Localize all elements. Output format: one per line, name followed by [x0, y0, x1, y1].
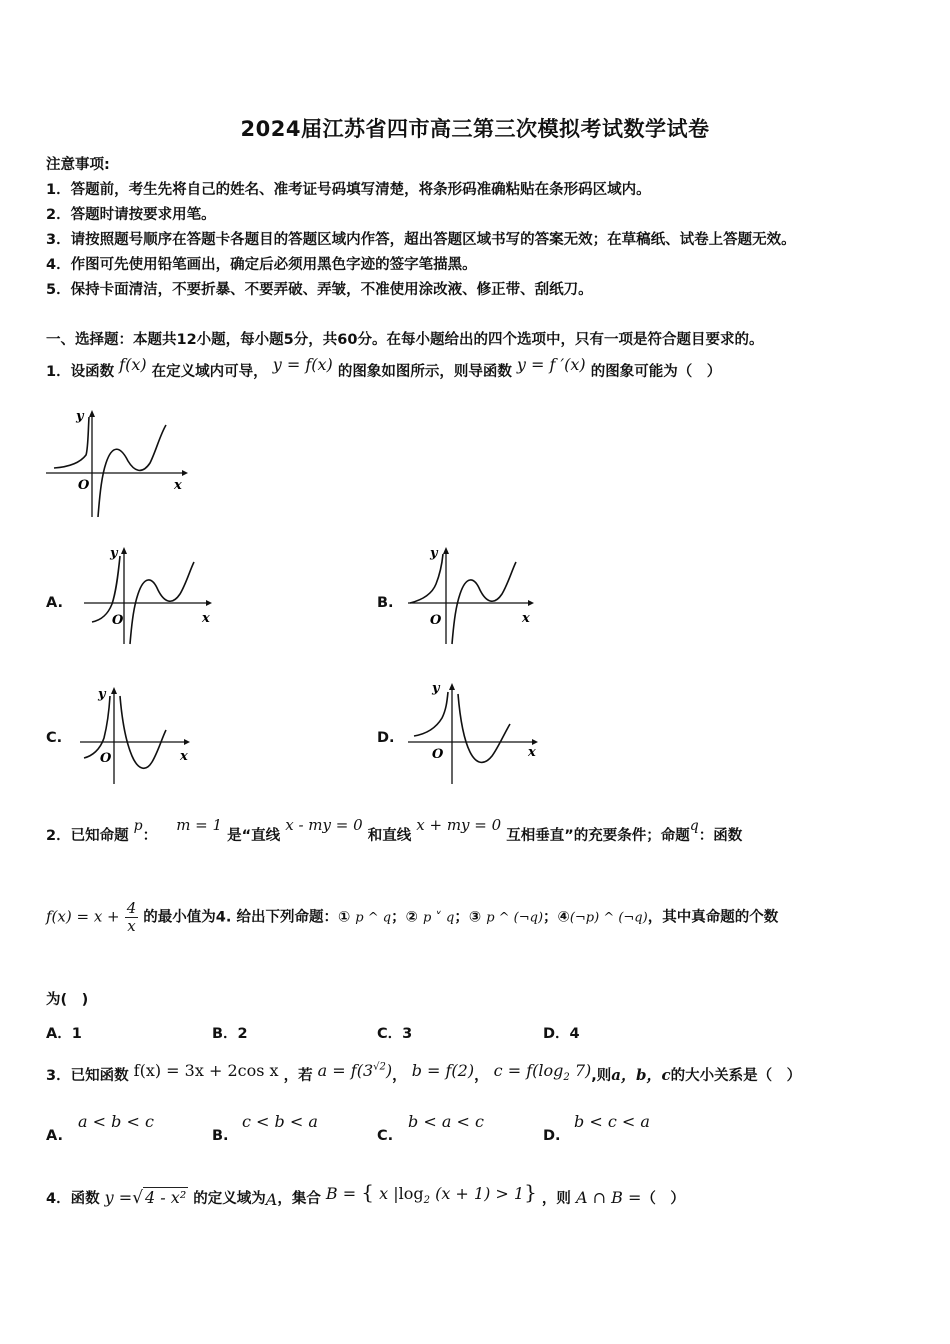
q1-option-a-label[interactable]: A. — [46, 595, 63, 611]
q3-c-expr — [493, 1061, 592, 1084]
y-label: y — [430, 546, 438, 561]
q4-set-var: x — [379, 1184, 389, 1203]
note-item: 2．答题时请按要求用笔。 — [46, 207, 216, 223]
q2-colon: ： — [142, 828, 158, 844]
fraction-denominator: x — [127, 917, 136, 935]
q2-text: 是“直线 — [227, 828, 281, 844]
q2-p: p — [133, 818, 143, 834]
q4-text: （ ） — [641, 1191, 685, 1207]
divider-bar-icon: | — [393, 1184, 399, 1203]
q3-c-rhs: 7) — [569, 1061, 592, 1080]
q2-line-2: x + my = 0 — [416, 816, 502, 834]
question-4-stem — [46, 1180, 685, 1210]
y-label: y — [98, 687, 106, 702]
q2-text: 互相垂直”的充要条件；命题 — [506, 828, 690, 844]
y-label: y — [76, 409, 84, 424]
q3-a-lhs: a = f(3 — [317, 1061, 374, 1080]
q3-c-lhs: c = f(log — [493, 1061, 564, 1080]
q3-a-expr — [318, 1061, 392, 1080]
q2-sep: ；④ — [543, 909, 570, 926]
q2-number: 2．已知命题 — [46, 828, 129, 844]
q3-option-a-expr[interactable]: a < b < c — [78, 1112, 154, 1131]
q2-sep: ；③ — [454, 909, 482, 926]
q2-sep: ；② — [391, 909, 418, 926]
curve-left-branch — [414, 692, 448, 736]
q3-a-exponent: √2 — [373, 1061, 386, 1073]
q2-choice-4: (¬p) ^ (¬q) — [569, 910, 648, 926]
q4-intersection: A ∩ B = — [575, 1188, 642, 1207]
q2-condition: m = 1 — [176, 816, 223, 834]
note-item: 3．请按照题号顺序在答题卡各题目的答题区域内作答，超出答题区域书写的答案无效；在草稿纸、试卷上答题无效。 — [46, 232, 796, 248]
q1-fx: f(x) — [119, 355, 147, 374]
q2-text: 的最小值为4. 给出下列命题：① — [143, 909, 351, 926]
q1-option-a-graph[interactable] — [78, 540, 218, 648]
section-heading: 一、选择题：本题共12小题，每小题5分，共60分。在每小题给出的四个选项中，只有一项是符合题目要求的。 — [46, 332, 764, 348]
q2-text: ，其中真命题的个数 — [647, 909, 779, 926]
origin-label: O — [432, 747, 444, 762]
sqrt-icon: √ — [132, 1188, 144, 1208]
q2-choice-3: p ^ (¬q) — [486, 910, 544, 926]
x-label: x — [528, 745, 536, 760]
notes-heading: 注意事项: — [46, 157, 110, 173]
y-axis-arrow-icon — [121, 547, 127, 554]
q1-function-graph — [40, 405, 190, 523]
page-title: 2024届江苏省四市高三第三次模拟考试数学试卷 — [240, 117, 710, 141]
q4-log: log — [398, 1184, 424, 1203]
q2-option-c[interactable]: C．3 — [377, 1026, 413, 1042]
q1-text: 的图象可能为（ ） — [590, 364, 722, 380]
origin-label: O — [78, 478, 90, 493]
x-axis-arrow-icon — [206, 600, 212, 606]
q4-set-b-expr — [325, 1180, 537, 1207]
x-label: x — [522, 611, 530, 626]
q1-yfx: y = f(x) — [272, 355, 333, 374]
q4-text: ，集合 — [277, 1191, 321, 1207]
q4-y-lhs: y = — [104, 1188, 133, 1207]
x-label: x — [180, 749, 188, 764]
q3-option-d-label[interactable]: D. — [543, 1128, 561, 1144]
left-brace-icon: { — [361, 1180, 374, 1204]
y-label: y — [432, 681, 440, 696]
q4-set-a: A — [265, 1190, 278, 1209]
curve-right-branch — [120, 696, 166, 768]
q3-option-b-expr[interactable]: c < b < a — [242, 1112, 318, 1131]
q4-text: ，则 — [541, 1191, 571, 1207]
q4-log-arg: (x + 1) > 1 — [435, 1184, 525, 1203]
x-axis-arrow-icon — [528, 600, 534, 606]
x-axis-arrow-icon — [184, 739, 190, 745]
q4-b-lhs: B = — [325, 1184, 357, 1203]
q2-choice-2: p ˅ q — [422, 910, 455, 926]
curve-left-branch — [410, 554, 443, 603]
q1-option-b-graph[interactable] — [400, 540, 540, 648]
q3-option-b-label[interactable]: B. — [212, 1128, 229, 1144]
fraction-numerator: 4 — [126, 899, 137, 917]
q1-text: 在定义域内可导， — [151, 364, 268, 380]
q2-option-a[interactable]: A．1 — [46, 1026, 82, 1042]
y-axis-arrow-icon — [89, 410, 95, 417]
origin-label: O — [100, 751, 112, 766]
origin-label: O — [112, 613, 124, 628]
q1-text: 的图象如图所示，则导函数 — [337, 364, 512, 380]
y-axis-arrow-icon — [443, 547, 449, 554]
q4-text: 的定义域为 — [193, 1191, 266, 1207]
question-2-stem-line-2 — [46, 900, 778, 935]
q2-option-b[interactable]: B．2 — [212, 1026, 248, 1042]
curve-right-branch — [98, 425, 166, 517]
q2-text: ：函数 — [698, 828, 743, 844]
x-axis-arrow-icon — [182, 470, 188, 476]
q1-yfpx: y = f ′(x) — [516, 355, 586, 374]
y-axis-arrow-icon — [111, 687, 117, 694]
q4-number: 4．函数 — [46, 1191, 100, 1207]
q1-number: 1．设函数 — [46, 364, 115, 380]
q3-text: 的大小关系是（ ） — [670, 1068, 802, 1084]
q3-function: f(x) = 3x + 2cos x — [133, 1061, 279, 1080]
x-label: x — [202, 611, 210, 626]
q3-abc: a，b，c — [611, 1066, 671, 1084]
q1-option-b-label[interactable]: B. — [377, 595, 394, 611]
y-label: y — [110, 546, 118, 561]
q4-log-base: 2 — [423, 1195, 430, 1207]
question-3-stem: 3．已知函数 f(x) = 3x + 2cos x ，若 $a = f(3^{√2})$， b = f(2)， $c = f(\log_2$ 7),则a，b，c的大小关系是（ ） — [46, 1061, 802, 1084]
note-item: 5．保持卡面清洁，不要折暴、不要弄破、弄皱，不准使用涂改液、修正带、刮纸刀。 — [46, 282, 593, 298]
q2-option-d[interactable]: D．4 — [543, 1026, 580, 1042]
question-2-stem — [46, 816, 743, 845]
q2-text-end: 为( ) — [46, 992, 89, 1008]
q1-option-d-graph[interactable] — [400, 676, 550, 788]
q2-fraction — [125, 900, 139, 935]
q3-b-expr: b = f(2) — [411, 1061, 475, 1080]
y-axis-arrow-icon — [449, 683, 455, 690]
q3-text: ，若 — [283, 1068, 313, 1084]
q3-option-c-expr[interactable]: b < a < c — [408, 1112, 484, 1131]
note-item: 1．答题前，考生先将自己的姓名、准考证号码填写清楚，将条形码准确粘贴在条形码区域内。 — [46, 182, 651, 198]
q3-option-d-expr[interactable]: b < c < a — [574, 1112, 650, 1131]
q3-option-a-label[interactable]: A. — [46, 1128, 63, 1144]
x-label: x — [174, 478, 182, 493]
q1-option-c-label[interactable]: C. — [46, 730, 63, 746]
q4-radicand: 4 - x² — [145, 1188, 187, 1207]
q2-choice-1: p ^ q — [355, 910, 392, 926]
right-brace-icon: } — [524, 1180, 537, 1204]
q3-c-log-base: 2 — [563, 1072, 570, 1084]
curve-left-branch — [84, 696, 110, 758]
curve-right-branch — [458, 694, 510, 762]
q2-q: q — [689, 818, 699, 834]
q3-option-c-label[interactable]: C. — [377, 1128, 394, 1144]
q2-line-1: x - my = 0 — [285, 816, 363, 834]
q3-a-rhs: ) — [385, 1061, 393, 1080]
q3-text: ,则 — [591, 1068, 612, 1084]
q2-function-lhs: f(x) = x + — [46, 907, 120, 926]
q2-text: 和直线 — [367, 828, 412, 844]
question-1-stem — [46, 355, 722, 381]
note-item: 4．作图可先使用铅笔画出，确定后必须用黑色字迹的签字笔描黑。 — [46, 257, 477, 273]
origin-label: O — [430, 613, 442, 628]
q3-number: 3．已知函数 — [46, 1068, 129, 1084]
curve-left-branch — [54, 417, 89, 468]
q1-option-c-graph[interactable] — [74, 680, 204, 788]
q1-option-d-label[interactable]: D. — [377, 730, 395, 746]
